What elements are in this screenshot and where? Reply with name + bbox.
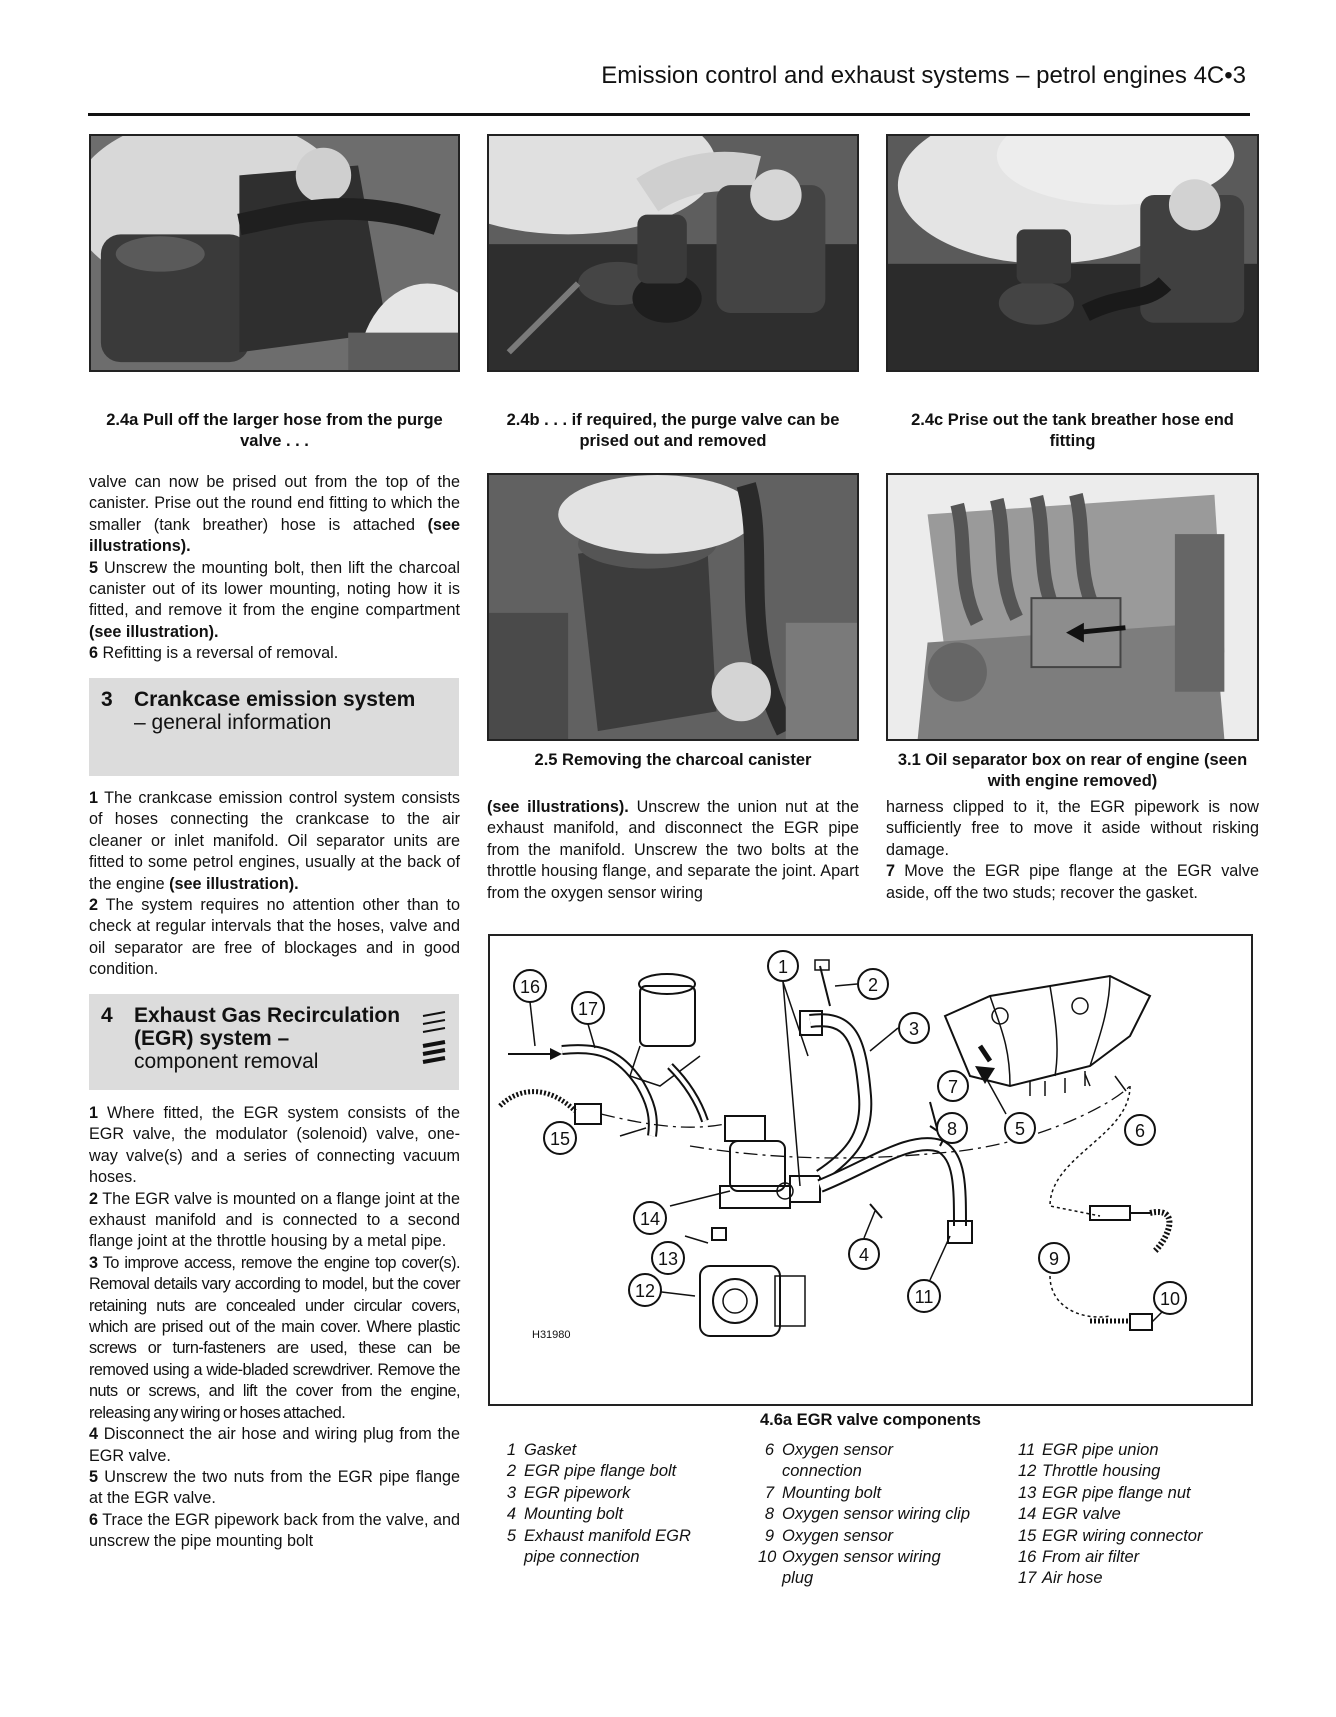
paragraph: 6 Trace the EGR pipework back from the valve, and unscrew the pipe mounting bolt (89, 1510, 460, 1551)
paragraph: 1 Where fitted, the EGR system consists of the EGR valve, the modulator (solenoid) valve, one-way valve(s) and a series of connecting vacuum hoses. (89, 1104, 461, 1187)
svg-text:6: 6 (1134, 1121, 1146, 1141)
photo-2-4b (487, 134, 859, 372)
egr-flange-nut (712, 1228, 726, 1240)
caption-4-6a: 4.6a EGR valve components (759, 1411, 981, 1429)
callout-12 (629, 1274, 661, 1306)
svg-text:4: 4 (858, 1245, 870, 1265)
oxygen-sensor-wiring-plug (1130, 1314, 1152, 1330)
svg-text:2: 2 (867, 975, 879, 995)
caption-2-4c: 2.4c Prise out the tank breather hose end fitting (911, 411, 1234, 450)
mounting-bolt (870, 1204, 882, 1218)
svg-text:12: 12 (634, 1281, 656, 1301)
section-title: Exhaust Gas Recirculation (EGR) system – component removal (134, 1004, 401, 1073)
callout-11 (908, 1280, 940, 1312)
section-title: Crankcase emission system – general information (134, 688, 416, 734)
paragraph: 5 Unscrew the two nuts from the EGR pipe flange at the EGR valve. (89, 1467, 460, 1508)
svg-text:8: 8 (946, 1119, 958, 1139)
legend-item: 12 Throttle housing (1018, 1462, 1161, 1481)
col3-text (886, 797, 1259, 904)
section-number: 3 (101, 688, 113, 711)
col1-intro-text (89, 472, 460, 665)
page-header (88, 56, 1250, 116)
legend-item: 13 EGR pipe flange nut (1018, 1483, 1191, 1502)
svg-text:16: 16 (519, 977, 541, 997)
egr-wiring-connector (575, 1104, 601, 1124)
svg-text:9: 9 (1048, 1249, 1060, 1269)
legend-item: 4 Mounting bolt (506, 1505, 624, 1524)
oxygen-sensor (1090, 1206, 1150, 1220)
legend-item: 9 Oxygen sensor (764, 1526, 893, 1545)
photo-2-4c (886, 134, 1259, 372)
paragraph: 6 Refitting is a reversal of removal. (89, 644, 339, 663)
svg-text:7: 7 (947, 1077, 959, 1097)
legend-item: 15 EGR wiring connector (1018, 1526, 1203, 1545)
svg-text:3: 3 (908, 1019, 920, 1039)
legend-item: 16 From air filter (1018, 1548, 1140, 1567)
legend-item: 3 EGR pipework (506, 1483, 631, 1502)
svg-text:10: 10 (1159, 1289, 1181, 1309)
callout-14 (634, 1202, 666, 1234)
caption-2-4a: 2.4a Pull off the larger hose from the purge valve . . . (106, 411, 443, 450)
legend-item: 17 Air hose (1018, 1569, 1103, 1588)
throttle-housing (700, 1266, 805, 1336)
caption-2-5: 2.5 Removing the charcoal canister (534, 751, 812, 769)
callout-9 (1039, 1243, 1069, 1273)
paragraph: 2 The EGR valve is mounted on a flange joint at the exhaust manifold and is connected to a second flange joint at the throttle housing by a metal pipe. (89, 1189, 460, 1251)
legend-item: 2 EGR pipe flange bolt (506, 1462, 677, 1481)
photo-3-1 (886, 473, 1259, 741)
legend-item: 1 Gasket (506, 1441, 577, 1459)
legend-col-2 (758, 1440, 1003, 1590)
legend-item: 5 Exhaust manifold EGR pipe connection (506, 1526, 691, 1567)
col2-text (487, 797, 859, 904)
callout-5 (1005, 1113, 1035, 1143)
page-header-title: Emission control and exhaust systems – petrol engines 4C•3 (601, 62, 1246, 89)
callout-16 (514, 970, 546, 1002)
paragraph: 3 To improve access, remove the engine top cover(s). Removal details vary according to model, but the cover retaining nuts are concealed under circular covers, which are prised out of the main cover. Where plastic screws or turn-fasteners are used, these can be removed using a wide-bladed screwdriver. Remove the nuts or screws, and lift the cover from the engine, releasing any wiring or hoses attached. (89, 1253, 460, 1422)
caption-2-4b: 2.4b . . . if required, the purge valve can be prised out and removed (506, 411, 840, 450)
paragraph: 5 Unscrew the mounting bolt, then lift the charcoal canister out of its lower mounting, noting how it is fitted, and remove it from the engine compartment (see illustration). (89, 558, 460, 641)
exhaust-manifold (945, 976, 1150, 1096)
callout-7 (938, 1071, 968, 1101)
paragraph: 7 Move the EGR pipe flange at the EGR valve aside, off the two studs; recover the gasket. (886, 862, 1259, 902)
legend-item: 7 Mounting bolt (764, 1483, 882, 1502)
egr-valve (720, 1116, 793, 1208)
egr-flange-bolt (820, 966, 830, 1006)
photo-2-4a (89, 134, 460, 372)
svg-text:5: 5 (1014, 1119, 1026, 1139)
caption-3-1: 3.1 Oil separator box on rear of engine (seen with engine removed) (897, 751, 1248, 790)
svg-text:14: 14 (639, 1209, 661, 1229)
legend-item: 6 Oxygen sensor connection (764, 1441, 893, 1481)
callout-17 (572, 992, 604, 1024)
callout-3 (899, 1013, 929, 1043)
egr-diagram-drawing (490, 936, 1251, 1404)
svg-text:13: 13 (657, 1249, 679, 1269)
section-3-heading (89, 678, 459, 776)
difficulty-spanner-icon (419, 1008, 449, 1070)
callout-13 (652, 1242, 684, 1274)
photo-2-5 (487, 473, 859, 741)
svg-text:17: 17 (577, 999, 599, 1019)
paragraph: 4 Disconnect the air hose and wiring plug from the EGR valve. (89, 1425, 461, 1465)
section-4-heading (89, 994, 459, 1090)
section-number: 4 (101, 1004, 113, 1027)
paragraph: harness clipped to it, the EGR pipework is now sufficiently free to move it aside without risking damage. (886, 798, 1259, 859)
svg-text:11: 11 (914, 1287, 934, 1307)
air-arrow-head (550, 1048, 562, 1060)
callout-1 (768, 951, 798, 981)
egr-wiring (500, 1092, 575, 1111)
svg-text:15: 15 (549, 1129, 571, 1149)
diagram-reference: H31980 (532, 1329, 571, 1341)
legend-item: 8 Oxygen sensor wiring clip (764, 1505, 970, 1524)
callout-15 (544, 1122, 576, 1154)
modulator-valve (630, 974, 705, 1121)
paragraph: valve can now be prised out from the top of the canister. Prise out the round end fitting to which the smaller (tank breather) hose is attached (see illustrations). (89, 473, 461, 556)
gasket (790, 1176, 820, 1202)
legend-item: 10 Oxygen sensor wiring plug (758, 1548, 941, 1588)
svg-text:1: 1 (777, 957, 789, 977)
legend-item: 11 EGR pipe union (1018, 1441, 1159, 1459)
section-3-text (89, 788, 460, 981)
paragraph: 2 The system requires no attention other than to check at regular intervals that the hoses, valve and oil separator are free of blockages and in good condition. (89, 896, 460, 979)
egr-components-diagram (488, 934, 1253, 1406)
callout-2 (858, 969, 888, 999)
callout-6 (1125, 1115, 1155, 1145)
legend-item: 14 EGR valve (1018, 1505, 1121, 1524)
callout-4 (849, 1239, 879, 1269)
legend-col-1 (500, 1440, 730, 1568)
callout-8 (937, 1113, 967, 1143)
legend-col-3 (1018, 1440, 1258, 1590)
section-4-text (89, 1103, 460, 1553)
paragraph: (see illustrations). Unscrew the union nut at the exhaust manifold, and disconnect the EGR pipe from the manifold. Unscrew the two bolts at the throttle housing flange, and separate the joint. Apart from the oxygen sensor wiring (487, 798, 859, 902)
paragraph: 1 The crankcase emission control system consists of hoses connecting the crankcase to the air cleaner or inlet manifold. Oil separator units are fitted to some petrol engines, usually at the back of the engine (see illustration). (89, 789, 460, 893)
callout-10 (1154, 1282, 1186, 1314)
